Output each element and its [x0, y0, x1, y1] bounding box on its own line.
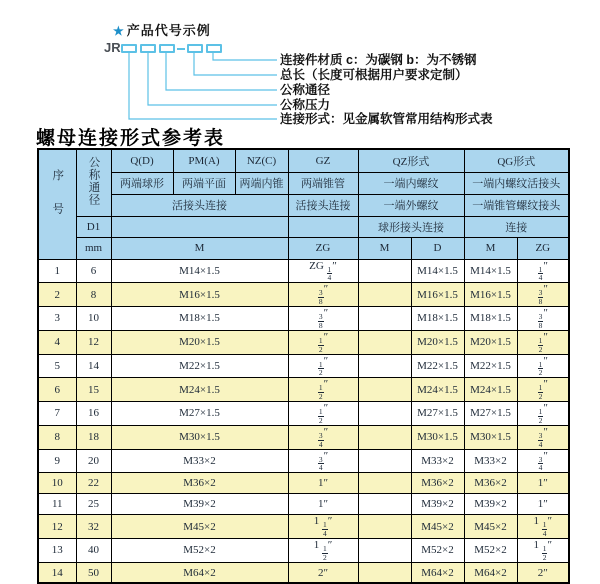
cell-m: M33×2 — [111, 449, 288, 473]
cell-no: 11 — [38, 494, 76, 515]
cell-gz: $\frac{3}{8}$ ″ — [288, 283, 358, 307]
cell-no: 14 — [38, 562, 76, 583]
table-header — [38, 149, 569, 259]
cell-gz: 1 $\frac{1}{2}$ ″ — [288, 539, 358, 563]
header-col-pm: PM(A) — [173, 149, 235, 172]
cell-no: 12 — [38, 515, 76, 539]
cell-qg_zg: 1″ — [517, 473, 569, 494]
diagram-title-text: 产品代号示例 — [126, 23, 211, 38]
label-material: 连接件材质 c：为碳钢 b：为不锈钢 — [280, 53, 477, 67]
header-zg2: ZG — [517, 237, 569, 259]
table-row — [38, 494, 569, 515]
cell-qg_m: M16×1.5 — [464, 283, 517, 307]
cell-qz_d: M45×2 — [411, 515, 464, 539]
cell-no: 5 — [38, 354, 76, 378]
cell-qg_zg: $\frac{3}{8}$ ″ — [517, 307, 569, 331]
cell-qz_d: M27×1.5 — [411, 402, 464, 426]
cell-mm: 12 — [76, 330, 111, 354]
cell-qz_d: M18×1.5 — [411, 307, 464, 331]
cell-qg_zg: 1″ — [517, 494, 569, 515]
cell-qz_d: M36×2 — [411, 473, 464, 494]
cell-mm: 6 — [76, 259, 111, 283]
cell-qg_m: M64×2 — [464, 562, 517, 583]
header-col-nz: NZ(C) — [235, 149, 288, 172]
cell-qz_m — [358, 425, 411, 449]
cell-qg_m: M22×1.5 — [464, 354, 517, 378]
cell-qg_m: M24×1.5 — [464, 378, 517, 402]
cell-no: 10 — [38, 473, 76, 494]
cell-no: 4 — [38, 330, 76, 354]
cell-no: 3 — [38, 307, 76, 331]
cell-qg_zg: $\frac{3}{4}$ ″ — [517, 425, 569, 449]
cell-qz_d: M14×1.5 — [411, 259, 464, 283]
cell-mm: 14 — [76, 354, 111, 378]
header-m2: M — [358, 237, 411, 259]
label-diameter: 公称通径 — [280, 83, 331, 97]
table-row — [38, 515, 569, 539]
cell-gz: $\frac{1}{2}$ ″ — [288, 354, 358, 378]
header-qz-desc2: 一端外螺纹 — [358, 194, 464, 216]
header-nz-desc: 两端内锥 — [235, 172, 288, 194]
cell-no: 13 — [38, 539, 76, 563]
cell-qz_d: M52×2 — [411, 539, 464, 563]
cell-qz_m — [358, 402, 411, 426]
cell-qz_m — [358, 354, 411, 378]
cell-qz_d: M24×1.5 — [411, 378, 464, 402]
header-col-qz: QZ形式 — [358, 149, 464, 172]
cell-no: 7 — [38, 402, 76, 426]
cell-qz_m — [358, 562, 411, 583]
table-row — [38, 449, 569, 473]
cell-qz_d: M20×1.5 — [411, 330, 464, 354]
cell-qg_m: M14×1.5 — [464, 259, 517, 283]
empty-cell — [288, 216, 358, 237]
cell-qg_m: M18×1.5 — [464, 307, 517, 331]
cell-qz_d: M39×2 — [411, 494, 464, 515]
cell-no: 2 — [38, 283, 76, 307]
cell-qg_zg: $\frac{1}{2}$ ″ — [517, 378, 569, 402]
table-row — [38, 539, 569, 563]
cell-qg_m: M39×2 — [464, 494, 517, 515]
cell-no: 6 — [38, 378, 76, 402]
cell-qz_m — [358, 330, 411, 354]
header-qz-conn: 球形接头连接 — [358, 216, 464, 237]
label-length: 总长（长度可根据用户要求定制） — [280, 68, 468, 82]
cell-qg_zg: 1 $\frac{1}{4}$ ″ — [517, 515, 569, 539]
cell-qg_zg: $\frac{3}{8}$ ″ — [517, 283, 569, 307]
cell-mm: 10 — [76, 307, 111, 331]
cell-m: M39×2 — [111, 494, 288, 515]
cell-m: M22×1.5 — [111, 354, 288, 378]
cell-qz_m — [358, 494, 411, 515]
cell-qg_m: M27×1.5 — [464, 402, 517, 426]
cell-qz_d: M33×2 — [411, 449, 464, 473]
cell-qz_d: M22×1.5 — [411, 354, 464, 378]
header-qg-desc1: 一端内螺纹活接头 — [464, 172, 569, 194]
cell-mm: 25 — [76, 494, 111, 515]
label-pressure: 公称压力 — [280, 98, 331, 112]
empty-cell — [111, 216, 288, 237]
header-d1: D1 — [76, 216, 111, 237]
header-row-5 — [38, 237, 569, 259]
cell-gz: $\frac{3}{4}$ ″ — [288, 425, 358, 449]
table-row — [38, 330, 569, 354]
cell-m: M45×2 — [111, 515, 288, 539]
cell-qz_m — [358, 473, 411, 494]
cell-no: 1 — [38, 259, 76, 283]
header-row-4 — [38, 216, 569, 237]
cell-gz: $\frac{1}{2}$ ″ — [288, 378, 358, 402]
star-icon: ★ — [113, 24, 125, 38]
header-zg1: ZG — [288, 237, 358, 259]
cell-m: M18×1.5 — [111, 307, 288, 331]
cell-qg_zg: $\frac{1}{2}$ ″ — [517, 330, 569, 354]
header-seq: 序号 — [38, 149, 76, 259]
cell-gz: 1 $\frac{1}{4}$ ″ — [288, 515, 358, 539]
cell-qg_m: M52×2 — [464, 539, 517, 563]
cell-mm: 18 — [76, 425, 111, 449]
cell-qg_zg: $\frac{1}{4}$ ″ — [517, 259, 569, 283]
table-row — [38, 354, 569, 378]
cell-mm: 20 — [76, 449, 111, 473]
cell-mm: 40 — [76, 539, 111, 563]
cell-qg_m: M45×2 — [464, 515, 517, 539]
cell-qz_m — [358, 378, 411, 402]
table-body — [38, 259, 569, 583]
cell-qg_zg: $\frac{3}{4}$ ″ — [517, 449, 569, 473]
header-col-q: Q(D) — [111, 149, 173, 172]
table-row — [38, 473, 569, 494]
cell-gz: 2″ — [288, 562, 358, 583]
cell-no: 9 — [38, 449, 76, 473]
cell-no: 8 — [38, 425, 76, 449]
cell-m: M30×1.5 — [111, 425, 288, 449]
cell-m: M27×1.5 — [111, 402, 288, 426]
cell-gz: ZG $\frac{1}{4}$ ″ — [288, 259, 358, 283]
table-row — [38, 307, 569, 331]
header-qg-desc2: 一端锥管螺纹接头 — [464, 194, 569, 216]
cell-qg_m: M36×2 — [464, 473, 517, 494]
label-connection: 连接形式：见金属软管常用结构形式表 — [280, 112, 493, 126]
header-m1: M — [111, 237, 288, 259]
cell-qg_m: M20×1.5 — [464, 330, 517, 354]
cell-gz: 1″ — [288, 473, 358, 494]
cell-gz: $\frac{3}{8}$ ″ — [288, 307, 358, 331]
header-qg-conn: 连接 — [464, 216, 569, 237]
cell-qz_d: M16×1.5 — [411, 283, 464, 307]
table-title: 螺母连接形式参考表 — [36, 127, 226, 149]
cell-m: M14×1.5 — [111, 259, 288, 283]
header-qz-desc1: 一端内螺纹 — [358, 172, 464, 194]
cell-m: M16×1.5 — [111, 283, 288, 307]
cell-mm: 8 — [76, 283, 111, 307]
cell-gz: $\frac{1}{2}$ ″ — [288, 402, 358, 426]
cell-qz_d: M30×1.5 — [411, 425, 464, 449]
header-qpn-conn: 活接头连接 — [111, 194, 288, 216]
cell-qz_m — [358, 449, 411, 473]
cell-m: M20×1.5 — [111, 330, 288, 354]
header-col-gz: GZ — [288, 149, 358, 172]
cell-qz_m — [358, 307, 411, 331]
table-row — [38, 283, 569, 307]
code-prefix: JR — [104, 40, 121, 55]
cell-qz_m — [358, 283, 411, 307]
header-row-1 — [38, 149, 569, 172]
cell-gz: $\frac{3}{4}$ ″ — [288, 449, 358, 473]
header-gz-desc: 两端锥管 — [288, 172, 358, 194]
cell-mm: 32 — [76, 515, 111, 539]
cell-qg_m: M30×1.5 — [464, 425, 517, 449]
table-row — [38, 259, 569, 283]
cell-m: M52×2 — [111, 539, 288, 563]
cell-m: M36×2 — [111, 473, 288, 494]
cell-gz: 1″ — [288, 494, 358, 515]
header-col-qg: QG形式 — [464, 149, 569, 172]
cell-m: M24×1.5 — [111, 378, 288, 402]
cell-qz_d: M64×2 — [411, 562, 464, 583]
header-nominal: 公称通径 — [76, 149, 111, 216]
cell-qz_m — [358, 539, 411, 563]
cell-m: M64×2 — [111, 562, 288, 583]
cell-mm: 15 — [76, 378, 111, 402]
cell-qg_m: M33×2 — [464, 449, 517, 473]
header-q-desc: 两端球形 — [111, 172, 173, 194]
cell-qg_zg: 2″ — [517, 562, 569, 583]
table-row — [38, 425, 569, 449]
header-gz-conn: 活接头连接 — [288, 194, 358, 216]
header-row-2 — [38, 172, 569, 194]
header-row-3 — [38, 194, 569, 216]
cell-qg_zg: 1 $\frac{1}{2}$ ″ — [517, 539, 569, 563]
cell-mm: 22 — [76, 473, 111, 494]
table-row — [38, 378, 569, 402]
cell-qz_m — [358, 515, 411, 539]
cell-gz: $\frac{1}{2}$ ″ — [288, 330, 358, 354]
cell-qg_zg: $\frac{1}{2}$ ″ — [517, 354, 569, 378]
reference-table — [37, 148, 570, 584]
header-pm-desc: 两端平面 — [173, 172, 235, 194]
header-m3: M — [464, 237, 517, 259]
table-row — [38, 562, 569, 583]
cell-mm: 50 — [76, 562, 111, 583]
header-mm: mm — [76, 237, 111, 259]
cell-qz_m — [358, 259, 411, 283]
cell-mm: 16 — [76, 402, 111, 426]
header-d: D — [411, 237, 464, 259]
table-row — [38, 402, 569, 426]
cell-qg_zg: $\frac{1}{2}$ ″ — [517, 402, 569, 426]
